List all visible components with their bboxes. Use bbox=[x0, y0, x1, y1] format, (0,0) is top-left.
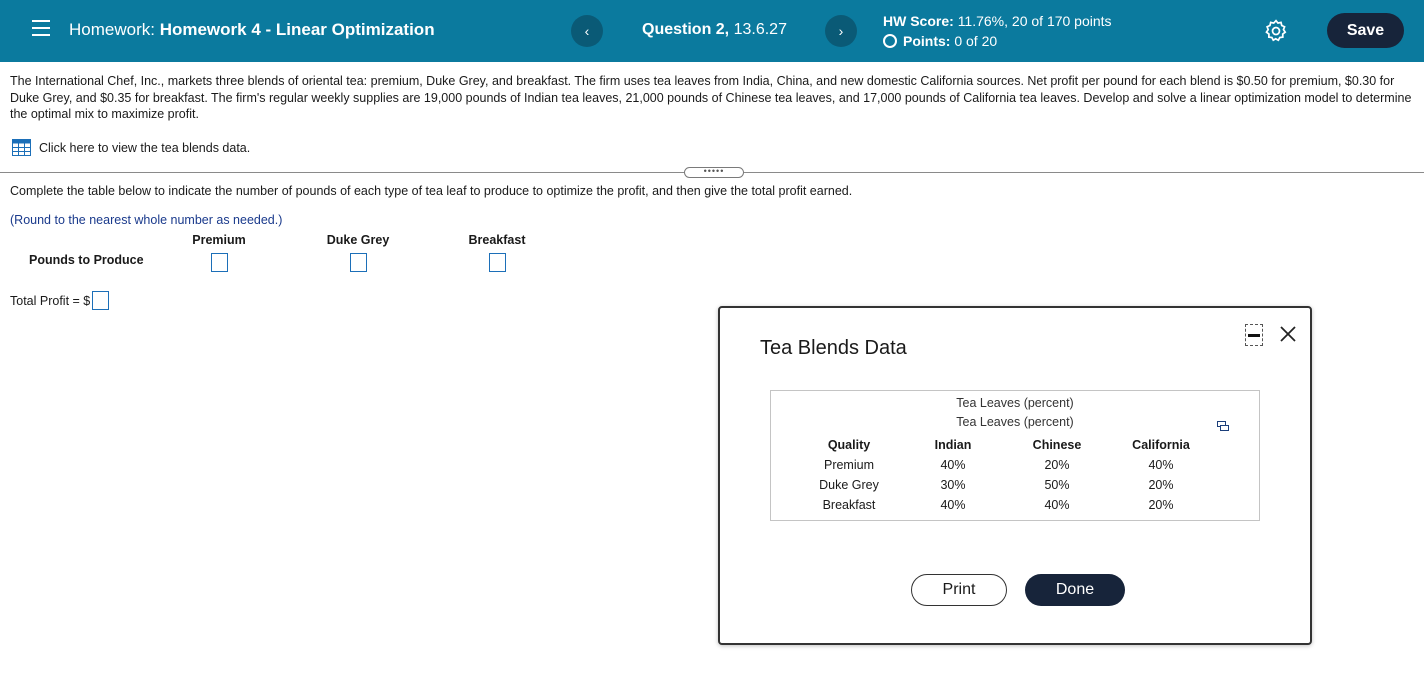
duke-grey-pounds-input[interactable] bbox=[350, 253, 367, 272]
score-block bbox=[883, 11, 1112, 51]
print-button[interactable]: Print bbox=[911, 574, 1007, 606]
table-header-row bbox=[771, 435, 1261, 455]
header-chinese: Chinese bbox=[1032, 438, 1082, 452]
close-icon[interactable] bbox=[1277, 323, 1299, 345]
total-profit-input[interactable] bbox=[92, 291, 109, 310]
hw-score bbox=[883, 11, 1112, 31]
question-label bbox=[642, 21, 787, 39]
menu-icon[interactable] bbox=[32, 20, 50, 40]
tea-blends-table bbox=[771, 435, 1261, 515]
table-cell: 40% bbox=[940, 458, 966, 472]
done-button[interactable]: Done bbox=[1025, 574, 1125, 606]
divider-handle[interactable]: ••••• bbox=[684, 167, 744, 178]
next-question-button[interactable] bbox=[825, 15, 857, 47]
gear-icon[interactable] bbox=[1263, 18, 1289, 44]
column-header-duke-grey: Duke Grey bbox=[326, 233, 390, 247]
homework-title bbox=[69, 20, 435, 40]
table-spacer bbox=[771, 435, 797, 455]
view-data-link-text[interactable]: Click here to view the tea blends data. bbox=[39, 140, 251, 155]
previous-question-button[interactable] bbox=[571, 15, 603, 47]
hw-score-value: 11.76%, 20 of 170 points bbox=[957, 13, 1112, 29]
table-cell: Breakfast bbox=[822, 498, 876, 512]
save-button[interactable]: Save bbox=[1327, 13, 1404, 48]
table-cell: Premium bbox=[823, 458, 874, 472]
table-spacer bbox=[1213, 435, 1261, 455]
table-spacer bbox=[771, 455, 797, 475]
table-row bbox=[771, 475, 1261, 495]
table-spacer bbox=[1213, 475, 1261, 495]
table-cell: 20% bbox=[1148, 498, 1174, 512]
question-number: Question 2, bbox=[642, 21, 730, 38]
column-header-premium: Premium bbox=[192, 233, 246, 247]
table-caption-1: Tea Leaves (percent) bbox=[956, 396, 1074, 410]
chevron-left-icon: ‹ bbox=[584, 23, 590, 39]
row-header-pounds: Pounds to Produce bbox=[29, 253, 144, 267]
total-profit-label: Total Profit = $ bbox=[10, 294, 91, 308]
header-quality: Quality bbox=[827, 438, 871, 452]
copy-icon[interactable] bbox=[1217, 420, 1229, 432]
table-cell: 30% bbox=[940, 478, 966, 492]
table-spacer bbox=[771, 475, 797, 495]
breakfast-pounds-input[interactable] bbox=[489, 253, 506, 272]
view-data-link[interactable] bbox=[12, 139, 250, 156]
header-indian: Indian bbox=[934, 438, 972, 452]
table-row bbox=[771, 455, 1261, 475]
points-value: 0 of 20 bbox=[954, 33, 998, 49]
table-cell: 50% bbox=[1044, 478, 1070, 492]
hw-score-label: HW Score: bbox=[883, 13, 954, 29]
homework-name: Homework 4 - Linear Optimization bbox=[159, 20, 435, 39]
tea-blends-dialog bbox=[718, 306, 1312, 645]
table-spacer bbox=[771, 495, 797, 515]
rounding-note: (Round to the nearest whole number as needed.) bbox=[10, 213, 283, 227]
table-spacer bbox=[1213, 455, 1261, 475]
chevron-right-icon: › bbox=[838, 23, 844, 39]
table-cell: 40% bbox=[940, 498, 966, 512]
points-status-icon bbox=[883, 34, 897, 48]
minimize-icon[interactable] bbox=[1245, 324, 1263, 346]
table-cell: 40% bbox=[1148, 458, 1174, 472]
premium-pounds-input[interactable] bbox=[211, 253, 228, 272]
table-caption-2: Tea Leaves (percent) bbox=[956, 415, 1074, 429]
table-cell: Duke Grey bbox=[819, 478, 879, 492]
header-california: California bbox=[1132, 438, 1190, 452]
homework-prefix: Homework: bbox=[69, 20, 155, 39]
dialog-title: Tea Blends Data bbox=[760, 337, 907, 359]
table-spacer bbox=[1213, 495, 1261, 515]
points-label: Points: bbox=[903, 33, 951, 49]
table-cell: 20% bbox=[1044, 458, 1070, 472]
instructions: Complete the table below to indicate the number of pounds of each type of tea leaf to produce to optimize the profit, and then give the total profit earned. bbox=[10, 184, 853, 198]
question-id: 13.6.27 bbox=[733, 21, 787, 38]
table-icon bbox=[12, 139, 31, 156]
tea-blends-data-panel bbox=[770, 390, 1260, 521]
top-bar bbox=[0, 0, 1424, 62]
problem-statement: The International Chef, Inc., markets three blends of oriental tea: premium, Duke Grey, and breakfast. The firm uses tea leaves from India, China, and new domestic California sources. Net profit per pound for each blend is $0.50 for premium, $0.30 for Duke Grey, and $0.35 for breakfast. The firm's regular weekly supplies are 19,000 pounds of Indian tea leaves, 21,000 pounds of Chinese tea leaves, and 17,000 pounds of California tea leaves. Develop and solve a linear optimization model to determine the optimal mix to maximize profit. bbox=[10, 74, 1412, 121]
table-cell: 40% bbox=[1044, 498, 1070, 512]
table-row bbox=[771, 495, 1261, 515]
table-cell: 20% bbox=[1148, 478, 1174, 492]
points bbox=[883, 31, 1112, 51]
column-header-breakfast: Breakfast bbox=[468, 233, 526, 247]
